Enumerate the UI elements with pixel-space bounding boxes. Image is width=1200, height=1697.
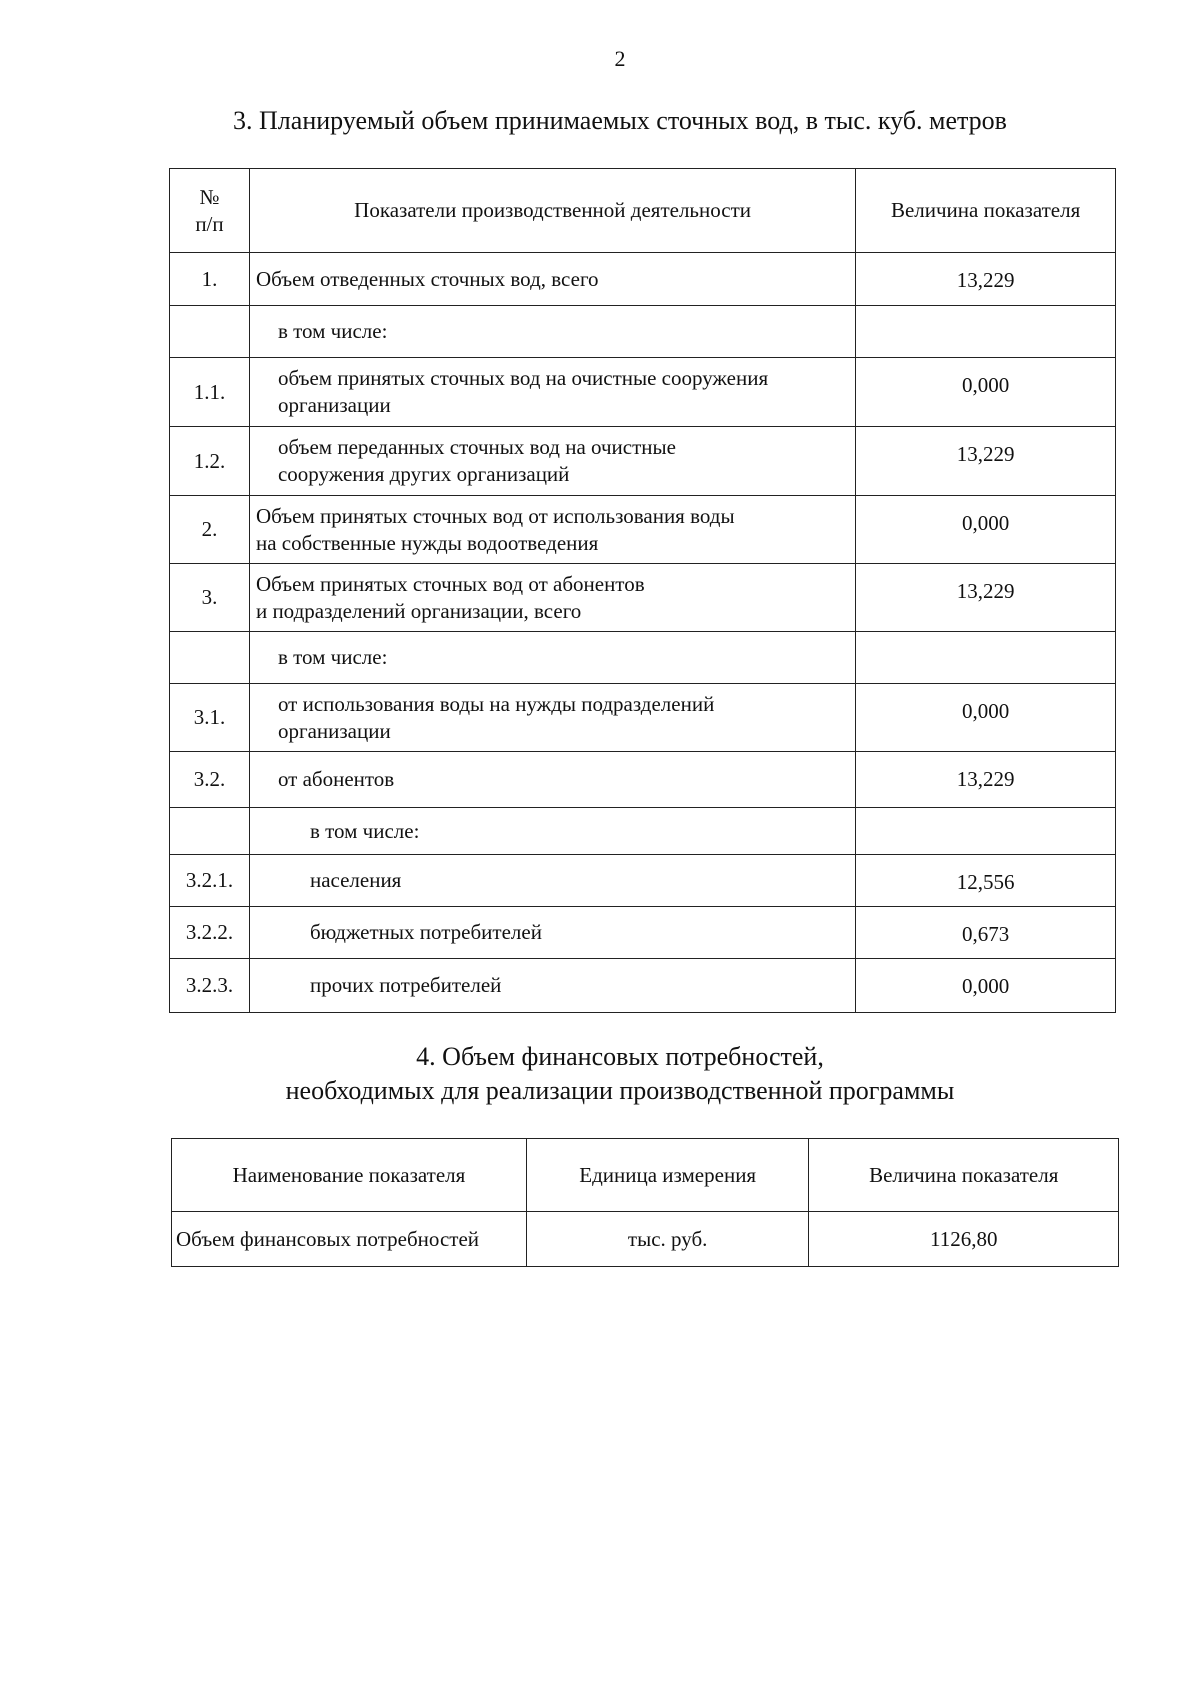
row-num — [170, 632, 250, 684]
row-value: 0,673 — [856, 907, 1116, 959]
header-unit: Единица измерения — [526, 1139, 809, 1212]
row-label: объем переданных сточных вод на очистные сооружения других организаций — [249, 427, 855, 496]
header-value: Величина показателя — [856, 169, 1116, 253]
table-row — [170, 632, 1116, 684]
table-row — [170, 358, 1116, 427]
header-name: Наименование показателя — [172, 1139, 527, 1212]
row-num: 3. — [170, 564, 250, 632]
row-value: 0,000 — [856, 959, 1116, 1013]
row-label: от абонентов — [249, 752, 855, 808]
row-label: Объем принятых сточных вод от абонентов и подразделений организации, всего — [249, 564, 855, 632]
row-value — [856, 306, 1116, 358]
row-num: 3.2. — [170, 752, 250, 808]
page-number: 2 — [614, 46, 626, 71]
row-label: от использования воды на нужды подразделений организации — [249, 684, 855, 752]
row-num: 1.2. — [170, 427, 250, 496]
row-label: в том числе: — [249, 808, 855, 855]
row-label: в том числе: — [249, 306, 855, 358]
row-num — [170, 808, 250, 855]
row-unit: тыс. руб. — [526, 1212, 809, 1267]
table-header-row — [172, 1139, 1119, 1212]
row-value: 13,229 — [856, 564, 1116, 632]
table-row — [170, 253, 1116, 306]
row-value — [856, 632, 1116, 684]
row-num: 3.2.3. — [170, 959, 250, 1013]
row-num: 3.2.1. — [170, 855, 250, 907]
table-row — [170, 752, 1116, 808]
section-3-title: 3. Планируемый объем принимаемых сточных вод, в тыс. куб. метров — [233, 106, 1007, 135]
row-value: 0,000 — [856, 684, 1116, 752]
row-num: 2. — [170, 496, 250, 564]
row-value: 0,000 — [856, 358, 1116, 427]
row-label: прочих потребителей — [249, 959, 855, 1013]
row-value: 13,229 — [856, 253, 1116, 306]
table-row — [170, 808, 1116, 855]
table-header-row — [170, 169, 1116, 253]
header-value: Величина показателя — [809, 1139, 1119, 1212]
table-row — [170, 306, 1116, 358]
row-label: Объем отведенных сточных вод, всего — [249, 253, 855, 306]
row-value: 12,556 — [856, 855, 1116, 907]
row-value — [856, 808, 1116, 855]
row-value: 1126,80 — [809, 1212, 1119, 1267]
row-value: 13,229 — [856, 427, 1116, 496]
row-label: в том числе: — [249, 632, 855, 684]
row-value: 13,229 — [856, 752, 1116, 808]
row-num: 3.2.2. — [170, 907, 250, 959]
table-row — [170, 564, 1116, 632]
table-row — [170, 855, 1116, 907]
row-label: объем принятых сточных вод на очистные сооружения организации — [249, 358, 855, 427]
wastewater-volume-table — [169, 168, 1116, 1013]
row-name: Объем финансовых потребностей — [172, 1212, 527, 1267]
header-indicator: Показатели производственной деятельности — [249, 169, 855, 253]
header-num: № п/п — [170, 169, 250, 253]
row-label: бюджетных потребителей — [249, 907, 855, 959]
row-num: 3.1. — [170, 684, 250, 752]
row-num — [170, 306, 250, 358]
table-row — [170, 907, 1116, 959]
row-num: 1. — [170, 253, 250, 306]
section-4-title: 4. Объем финансовых потребностей, необходимых для реализации производственной программы — [285, 1042, 955, 1105]
table-row — [170, 427, 1116, 496]
table-row — [172, 1212, 1119, 1267]
row-label: Объем принятых сточных вод от использования воды на собственные нужды водоотведения — [249, 496, 855, 564]
table-row — [170, 496, 1116, 564]
row-value: 0,000 — [856, 496, 1116, 564]
table-row — [170, 959, 1116, 1013]
row-label: населения — [249, 855, 855, 907]
financial-needs-table — [171, 1138, 1119, 1267]
table-row — [170, 684, 1116, 752]
row-num: 1.1. — [170, 358, 250, 427]
